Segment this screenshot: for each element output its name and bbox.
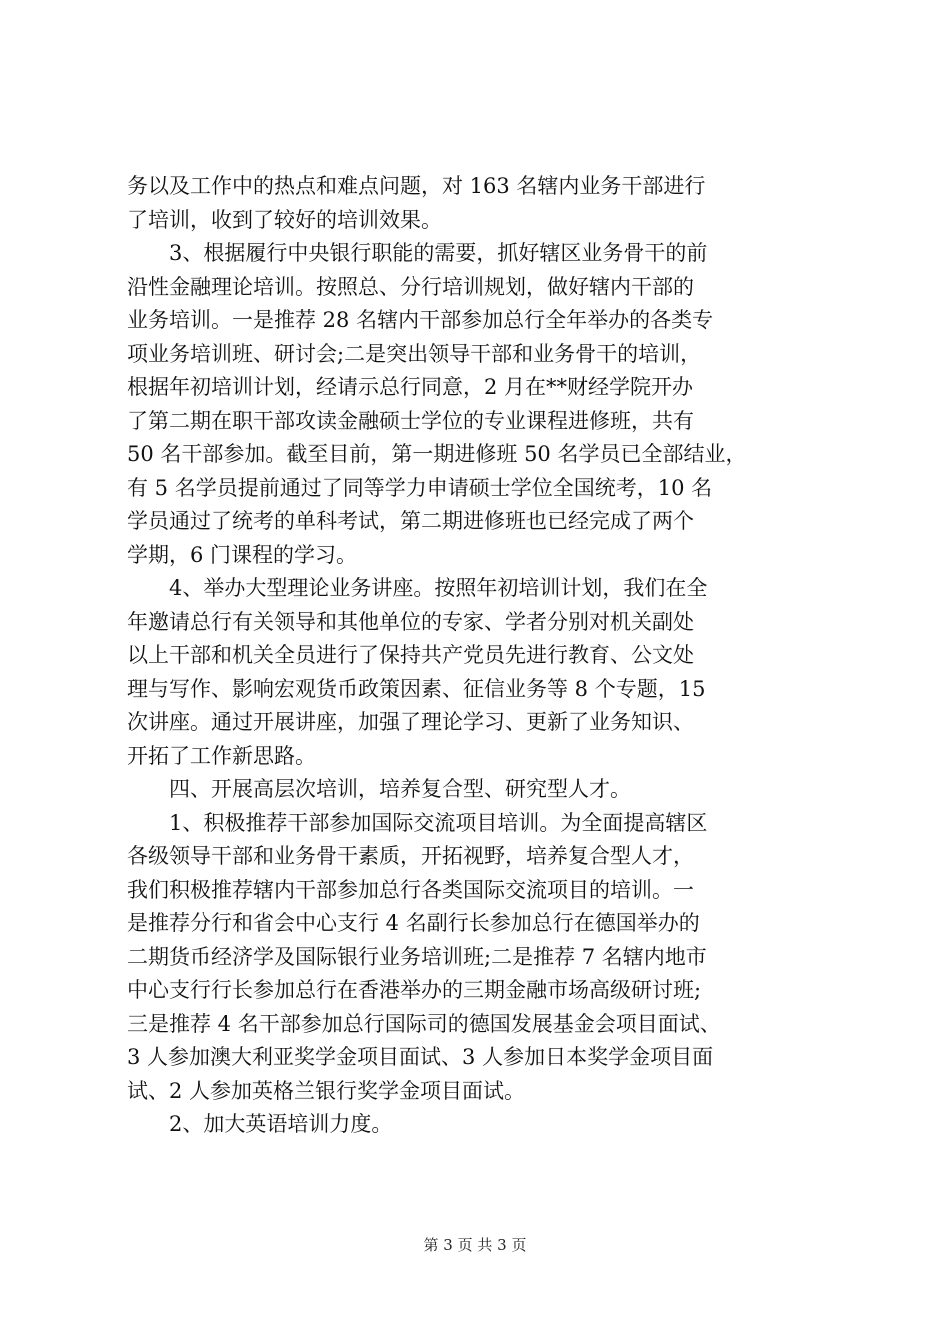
- text-line: 四、开展高层次培训，培养复合型、研究型人才。: [127, 777, 631, 801]
- text-line: 了培训，收到了较好的培训效果。: [127, 207, 442, 232]
- text-line: 以上干部和机关全员进行了保持共产党员先进行教育、公文处: [127, 643, 694, 667]
- text-line: 有 5 名学员提前通过了同等学力申请硕士学位全国统考，10 名: [127, 475, 713, 500]
- text-line: 理与写作、影响宏观货币政策因素、征信业务等 8 个专题，15: [127, 676, 706, 701]
- text-line: 我们积极推荐辖内干部参加总行各类国际交流项目的培训。一: [127, 877, 694, 902]
- text-line: 3、根据履行中央银行职能的需要，抓好辖区业务骨干的前: [127, 241, 708, 265]
- text-line: 年邀请总行有关领导和其他单位的专家、学者分别对机关副处: [127, 609, 694, 634]
- text-line: 1、积极推荐干部参加国际交流项目培训。为全面提高辖区: [127, 810, 708, 835]
- text-line: 学期，6 门课程的学习。: [127, 542, 358, 567]
- text-line: 根据年初培训计划，经请示总行同意，2 月在**财经学院开办: [127, 375, 694, 399]
- text-line: 试、2 人参加英格兰银行奖学金项目面试。: [127, 1078, 526, 1103]
- text-line: 开拓了工作新思路。: [127, 743, 316, 768]
- text-line: 务以及工作中的热点和难点问题，对 163 名辖内业务干部进行: [127, 174, 706, 198]
- text-line: 3 人参加澳大利亚奖学金项目面试、3 人参加日本奖学金项目面: [127, 1045, 714, 1069]
- text-line: 50 名干部参加。截至目前，第一期进修班 50 名学员已全部结业，: [127, 442, 747, 466]
- text-line: 是推荐分行和省会中心支行 4 名副行长参加总行在德国举办的: [127, 911, 700, 935]
- text-line: 学员通过了统考的单科考试，第二期进修班也已经完成了两个: [127, 509, 694, 533]
- text-line: 次讲座。通过开展讲座，加强了理论学习、更新了业务知识、: [127, 710, 694, 734]
- text-line: 了第二期在职干部攻读金融硕士学位的专业课程进修班，共有: [127, 408, 694, 433]
- text-line: 中心支行行长参加总行在香港举办的三期金融市场高级研讨班;: [127, 978, 702, 1002]
- text-line: 二期货币经济学及国际银行业务培训班;二是推荐 7 名辖内地市: [127, 944, 707, 969]
- text-line: 各级领导干部和业务骨干素质，开拓视野，培养复合型人才，: [127, 844, 694, 868]
- text-line: 2、加大英语培训力度。: [127, 1112, 393, 1136]
- page-footer: 第 3 页 共 3 页: [423, 1236, 527, 1254]
- text-line: 业务培训。一是推荐 28 名辖内干部参加总行全年举办的各类专: [127, 308, 714, 332]
- text-line: 4、举办大型理论业务讲座。按照年初培训计划，我们在全: [127, 576, 708, 600]
- text-line: 沿性金融理论培训。按照总、分行培训规划，做好辖内干部的: [127, 274, 694, 299]
- text-line: 三是推荐 4 名干部参加总行国际司的德国发展基金会项目面试、: [127, 1011, 721, 1036]
- document-body: [127, 170, 832, 1142]
- text-line: 项业务培训班、研讨会;二是突出领导干部和业务骨干的培训，: [127, 341, 702, 366]
